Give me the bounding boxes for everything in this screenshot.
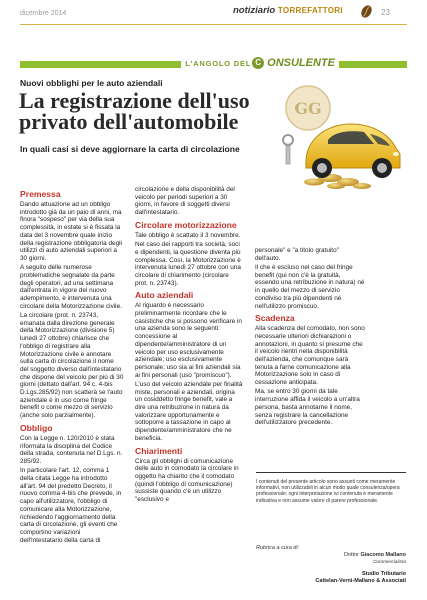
author-name: Giacomo Mallano	[360, 552, 406, 558]
article-column-3	[255, 247, 365, 429]
publication-title	[233, 5, 343, 16]
disclaimer-divider	[256, 472, 406, 473]
svg-text:GG: GG	[294, 99, 322, 118]
paragraph: Circa gli obblighi di comunicazione delle auto in comodato la circolare in oggetto ha chiarito che il comodato (quindi l'obbligo di comunicazione) sussiste quando c'è un utilizzo "esclusivo e	[135, 457, 239, 504]
paragraph: Dando attuazione ad un obbligo introdotto già da un paio di anni, ma finora "sospeso" per via della sua complessità, in estate si è fissata la data del 3 novembre quale inizio della registrazione obbligatoria degli utilizzi di auto aziendali superiori a 30 giorni.	[20, 201, 122, 262]
article-column-1	[20, 186, 124, 546]
paragraph: In particolare l'art. 12, comma 1 della citata Legge ha introdotto all'art. 94 del predetto Decreto, il nuovo comma 4-bis che prevede, in capo all'utilizzatore, l'obbligo di comunicare alla Motorizzazione, richiedendo l'aggiornamento della carta di circolazione, gli eventi che comportino variazioni dell'intestatario della carta di	[20, 467, 122, 544]
section-heading: Circolare motorizzazione	[135, 219, 237, 230]
paragraph: L'uso del veicolo aziendale per finalità miste, personali e aziendali, origina un cosiddetto fringe benefit, vale a dire una retribuzione in natura da valorizzare opportunamente e sottoporre a tassazione in capo al dipendente/amministratore che ne beneficia.	[135, 380, 243, 442]
studio-line: Cattelan-Verni-Mallano & Associati	[315, 578, 406, 584]
issue-date: dicembre 2014	[20, 10, 67, 17]
publication-name: notiziario	[233, 5, 276, 16]
paragraph: circolazione e della disponibilità del veicolo per periodi superiori a 30 giorni, in favore di soggetti diversi dall'intestatario.	[135, 186, 235, 217]
studio-line: Studio Tributario	[362, 571, 406, 577]
section-label-prefix: L'ANGOLO DEL	[185, 58, 252, 68]
paragraph: Con la Legge n. 120/2010 è stata riformata la disciplina del Codice della strada, contenuta nel D.Lgs. n. 285/92.	[20, 434, 123, 465]
publisher-name: TORREFATTORI	[277, 6, 343, 15]
section-badge: C	[252, 57, 264, 69]
author-prefix: Dottor	[343, 552, 359, 558]
article-title-line: privato dell'automobile	[19, 109, 239, 134]
article-title	[19, 90, 299, 132]
paragraph: Il che è escluso nel caso del fringe benefit (qui non c'è la gratuità, essendo una retribuzione in natura) né in quello del mezzo di servizio condiviso tra più dipendenti né nell'utilizzo promiscuo.	[255, 264, 365, 310]
section-label	[181, 54, 339, 72]
page-number: 23	[381, 8, 390, 17]
paragraph: Al riguardo è necessario preliminarmente ricordare che le casistiche che si possono verificare in una azienda sono le seguenti: concessione al dipendente/amministratore di un veicolo per uso esclusivamente aziendale; uso esclusivamente personale; uso sia ai fini aziendali sia ai fini personali (uso "promiscuo").	[135, 302, 242, 379]
article-subtitle: In quali casi si deve aggiornare la carta di circolazione	[20, 144, 240, 154]
section-heading: Premessa	[20, 189, 61, 199]
studio-block	[276, 571, 406, 585]
section-heading: Chiarimenti	[135, 445, 183, 456]
author-role: Commercialista	[372, 560, 406, 565]
section-heading: Scadenza	[255, 313, 295, 324]
section-banner	[20, 58, 407, 72]
rubrica-label: Rubrica a cura di:	[256, 545, 300, 551]
paragraph: Alla scadenza del comodato, non sono necessarie ulteriori dichiarazioni o annotazioni, in quanto si presume che il veicolo rientri nella disponibilità dell'azienda, che comunque sarà tenuta a farne comunicazione alla Motorizzazione solo in caso di cessazione anticipata.	[255, 325, 365, 387]
car-illustration	[278, 82, 412, 194]
article-column-2	[135, 186, 243, 505]
paragraph: Tale obbligo è scattato il 3 novembre.	[135, 231, 241, 239]
section-heading: Auto aziendali	[135, 290, 194, 301]
header-divider	[20, 24, 407, 25]
author-block	[300, 552, 406, 566]
article-title-line: La registrazione dell'uso	[19, 88, 250, 113]
section-label-suffix: ONSULENTE	[267, 57, 335, 69]
paragraph: Ma, se entro 30 giorni da tale interruzione affida il veicolo a un'altra persona, basta annotarne il nome, senza registrare la cancellazione dell'utilizzatore precedente.	[255, 388, 360, 427]
paragraph: A seguito delle numerose problematiche segnalate da parte degli operatori, ad una settimana dall'entrata in vigore del nuovo adempimento, è intervenuta una circolare della Motorizzazione civile.	[20, 264, 122, 310]
paragraph: personale" e "a titolo gratuito" dell'auto.	[255, 247, 339, 262]
coffee-bean-icon	[359, 4, 374, 19]
section-heading: Obbligo	[20, 422, 53, 433]
paragraph: Nel caso dei rapporti tra società, soci e dipendenti, la questione diventa più complessa. Così, la Motorizzazione è intervenuta lunedì 27 ottobre con una circolare di chiarimento (circolare prot. n. 23743).	[135, 241, 241, 287]
article-kicker: Nuovi obblighi per le auto aziendali	[20, 78, 163, 88]
disclaimer-text: I contenuti del presente articolo sono assunti come meramente informativi, non utilizzabili in alcun modo quale consulenza/opera professionale; ogni interpretazione ivi contenuta è meramente indicativa e non assume valore di parere professionale.	[256, 479, 400, 504]
paragraph: La circolare (prot. n. 23743, emanata dalla direzione generale della Motorizzazione (divisione 5) lunedì 27 ottobre) chiarisce che l'obbligo di registrare alla Motorizzazione civile e annotare sulla carta di circolazione il nome del soggetto diverso dall'intestatario che dispone del veicolo per più di 30 giorni (dettato dall'art. 94 c. 4-bis D.Lgs.285/92) non scatterà se l'auto aziendale è in uso come fringe benefit o come mezzo di servizio (anche solo parzialmente).	[20, 312, 124, 420]
